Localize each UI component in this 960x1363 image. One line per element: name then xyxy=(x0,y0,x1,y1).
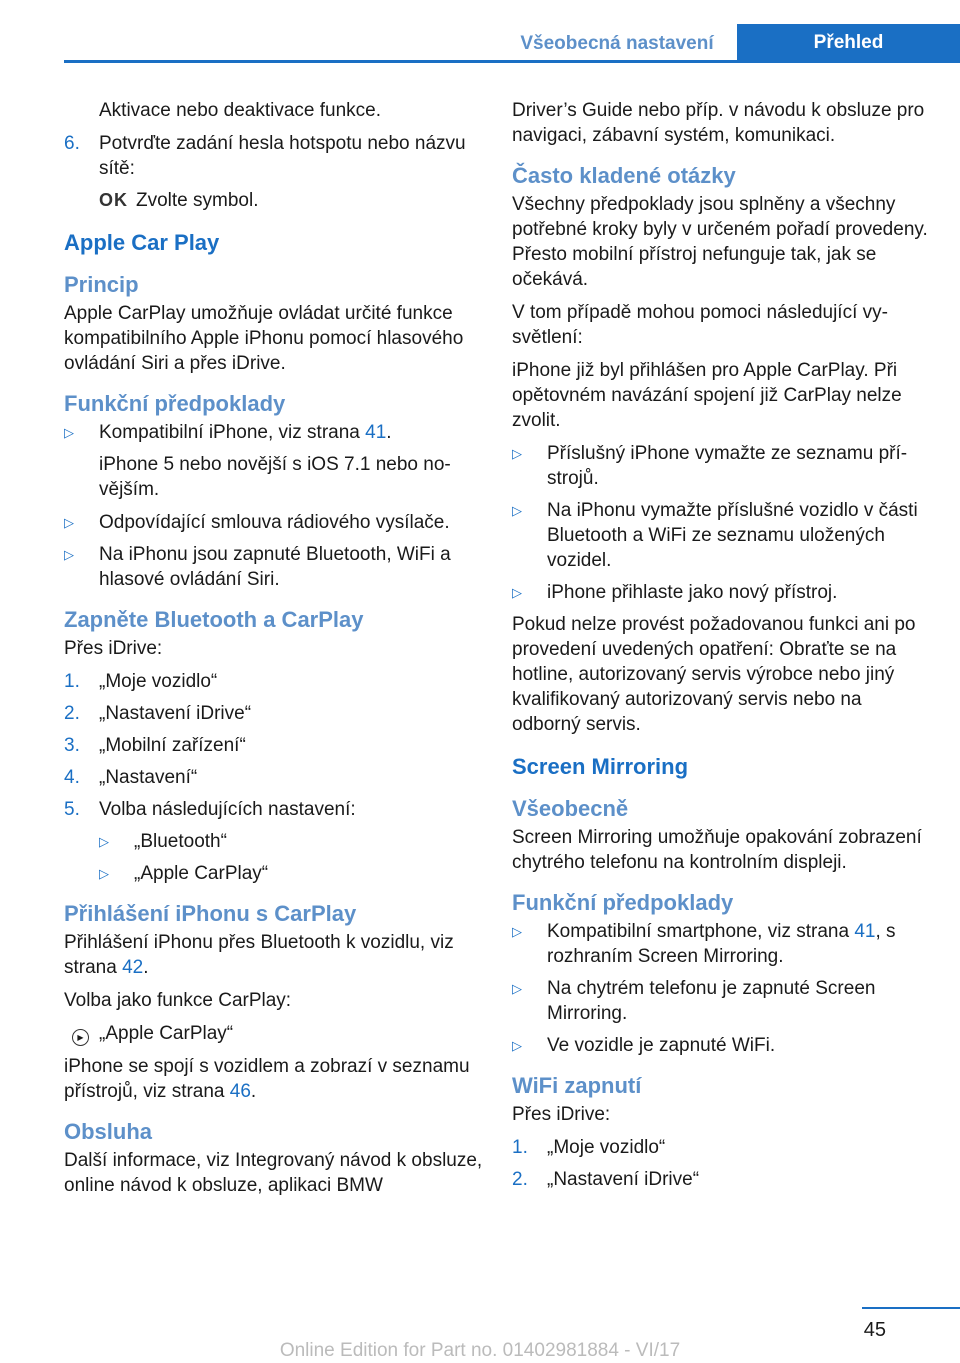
heading-login-iphone: Přihlášení iPhonu s CarPlay xyxy=(64,901,357,926)
footer-rule xyxy=(862,1307,960,1309)
faq-paragraph: V tom případě mohou pomoci následující vysvětlení: xyxy=(512,302,888,348)
ok-icon-line xyxy=(64,188,484,213)
step-number: 1. xyxy=(64,671,80,692)
list-item xyxy=(64,420,484,445)
right-column xyxy=(512,98,932,1199)
sub-item-text: „Bluetooth“ xyxy=(134,831,227,852)
triangle-right-icon: ▷ xyxy=(64,425,74,440)
heading-faq: Často kladené otázky xyxy=(512,163,736,188)
list-item-text: iPhone přihlaste jako nový přístroj. xyxy=(547,582,838,603)
step-text: „Nastavení iDrive“ xyxy=(547,1169,700,1190)
play-circle-icon: ▶ xyxy=(72,1029,89,1046)
heading-enable-bluetooth: Zapněte Bluetooth a CarPlay xyxy=(64,607,364,632)
ok-icon: OK xyxy=(99,190,128,210)
list-item-text: Odpovídající smlouva rádiového vysílače. xyxy=(99,512,450,533)
left-column xyxy=(64,98,484,1206)
list-item xyxy=(512,976,932,1026)
choice-text: Volba jako funkce CarPlay: xyxy=(64,990,292,1011)
page-link-41[interactable]: 41 xyxy=(854,921,876,942)
sub-item-text: „Apple CarPlay“ xyxy=(134,863,269,884)
heading-wifi: WiFi zapnutí xyxy=(512,1073,642,1098)
step-text: Potvrďte zadání hesla hotspotu nebo názvu sítě: xyxy=(99,133,466,179)
header-section-title: Všeobecná nastavení xyxy=(520,32,714,54)
list-item-text: Kompatibilní smartphone, viz strana xyxy=(547,921,855,942)
step-3 xyxy=(64,733,484,758)
triangle-right-icon: ▷ xyxy=(512,924,522,939)
triangle-right-icon: ▷ xyxy=(99,866,109,881)
sub-list-item xyxy=(99,861,484,886)
list-item xyxy=(512,498,932,573)
step-6 xyxy=(64,131,484,181)
step-text: „Nastavení“ xyxy=(99,767,198,788)
page-number: 45 xyxy=(863,1319,886,1341)
page-header xyxy=(0,0,960,64)
sub-list-item xyxy=(99,829,484,854)
list-item xyxy=(64,510,484,535)
page-link-42[interactable]: 42 xyxy=(122,957,144,978)
continued-text: Driver’s Guide nebo příp. v návodu k obsluze pro navigaci, zábavní systém, komunikaci. xyxy=(512,100,925,146)
list-item xyxy=(512,441,932,491)
general-text: Screen Mirroring umožňuje opakování zobrazení chytrého telefonu na kontrolním displeji. xyxy=(512,827,922,873)
play-icon-text: „Apple CarPlay“ xyxy=(99,1023,234,1044)
list-item-text: Ve vozidle je zapnuté WiFi. xyxy=(547,1035,776,1056)
heading-funkcni-predpoklady: Funkční předpoklady xyxy=(64,391,286,416)
step-text: „Nastavení iDrive“ xyxy=(99,703,252,724)
list-item-text: Kompatibilní iPhone, viz strana xyxy=(99,422,366,443)
triangle-right-icon: ▷ xyxy=(64,547,74,562)
login-text: Přihlášení iPhonu přes Bluetooth k vozidlu, viz strana 42. xyxy=(64,932,454,978)
triangle-right-icon: ▷ xyxy=(512,585,522,600)
heading-princip: Princip xyxy=(64,272,139,297)
triangle-right-icon: ▷ xyxy=(512,1038,522,1053)
triangle-right-icon: ▷ xyxy=(512,981,522,996)
step-2 xyxy=(64,701,484,726)
triangle-right-icon: ▷ xyxy=(512,446,522,461)
step-1 xyxy=(512,1135,932,1160)
list-item-text-end: , s rozhraním Screen Mirroring. xyxy=(547,921,896,967)
list-item-text: Na iPhonu vymažte příslušné vozidlo v části Bluetooth a WiFi ze seznamu uložených vozidel. xyxy=(547,500,918,571)
step-number: 4. xyxy=(64,767,80,788)
list-item-text: Příslušný iPhone vymažte ze seznamu přístrojů. xyxy=(547,443,908,489)
princip-text: Apple CarPlay umožňuje ovládat určité funkce kompatibilního Apple iPhonu pomocí hlasového ovládání Siri a přes iDrive. xyxy=(64,303,464,374)
step-text: Volba následujících nastavení: xyxy=(99,799,356,820)
heading-obsluha: Obsluha xyxy=(64,1119,153,1144)
via-idrive: Přes iDrive: xyxy=(512,1104,611,1125)
step-1 xyxy=(64,669,484,694)
footer-edition: Online Edition for Part no. 01402981884 - VI/17 xyxy=(279,1340,681,1361)
header-chapter-tab: Přehled xyxy=(737,24,960,60)
play-icon-line xyxy=(64,1021,484,1046)
step-2 xyxy=(512,1167,932,1192)
intro-text: Aktivace nebo deaktivace funkce. xyxy=(99,100,382,121)
heading-funkcni-predpoklady: Funkční předpoklady xyxy=(512,890,734,915)
step-text: „Moje vozidlo“ xyxy=(99,671,218,692)
step-number: 1. xyxy=(512,1137,528,1158)
list-item xyxy=(512,1033,932,1058)
heading-apple-carplay: Apple Car Play xyxy=(64,230,220,255)
step-text: „Moje vozidlo“ xyxy=(547,1137,666,1158)
step-number: 3. xyxy=(64,735,80,756)
via-idrive: Přes iDrive: xyxy=(64,638,163,659)
faq-paragraph: Všechny předpoklady jsou splněny a všechny potřebné kroky byly v určeném pořadí provedeny. Přesto mobilní přístroj nefunguje tak, jak se očekává. xyxy=(512,194,928,290)
obsluha-text: Další informace, viz Integrovaný návod k obsluze, online návod k obsluze, aplikaci BMW xyxy=(64,1150,483,1196)
triangle-right-icon: ▷ xyxy=(64,515,74,530)
step-5 xyxy=(64,797,484,822)
list-item xyxy=(64,542,484,592)
step-text: „Mobilní zařízení“ xyxy=(99,735,246,756)
step-number: 2. xyxy=(64,703,80,724)
heading-vseobecne: Všeobecně xyxy=(512,796,629,821)
list-item-continuation: iPhone 5 nebo novější s iOS 7.1 nebo novějším. xyxy=(99,454,451,500)
list-item-text: Na chytrém telefonu je zapnuté Screen Mirroring. xyxy=(547,978,876,1024)
connect-text: iPhone se spojí s vozidlem a zobrazí v seznamu přístrojů, viz strana 46. xyxy=(64,1056,470,1102)
page-link-41[interactable]: 41 xyxy=(365,422,387,443)
step-number: 6. xyxy=(64,133,80,154)
step-number: 2. xyxy=(512,1169,528,1190)
list-item-text: Na iPhonu jsou zapnuté Bluetooth, WiFi a hlasové ovládání Siri. xyxy=(99,544,451,590)
triangle-right-icon: ▷ xyxy=(99,834,109,849)
step-4 xyxy=(64,765,484,790)
list-item xyxy=(512,580,932,605)
faq-paragraph: Pokud nelze provést požadovanou funkci ani po provedení uvedených opatření: Obraťte se na hotline, autorizovaný servis výrobce nebo jiný kvalifikovaný autorizovaný servis nebo na odborný servis. xyxy=(512,614,916,735)
step-number: 5. xyxy=(64,799,80,820)
triangle-right-icon: ▷ xyxy=(512,503,522,518)
list-item-text-end: . xyxy=(386,422,392,443)
list-item xyxy=(512,919,932,969)
faq-paragraph: iPhone již byl přihlášen pro Apple CarPlay. Při opětovném navázání spojení již CarPlay nelze zvolit. xyxy=(512,360,902,431)
heading-screen-mirroring: Screen Mirroring xyxy=(512,754,689,779)
page-link-46[interactable]: 46 xyxy=(229,1081,251,1102)
ok-icon-text: Zvolte symbol. xyxy=(136,190,259,211)
